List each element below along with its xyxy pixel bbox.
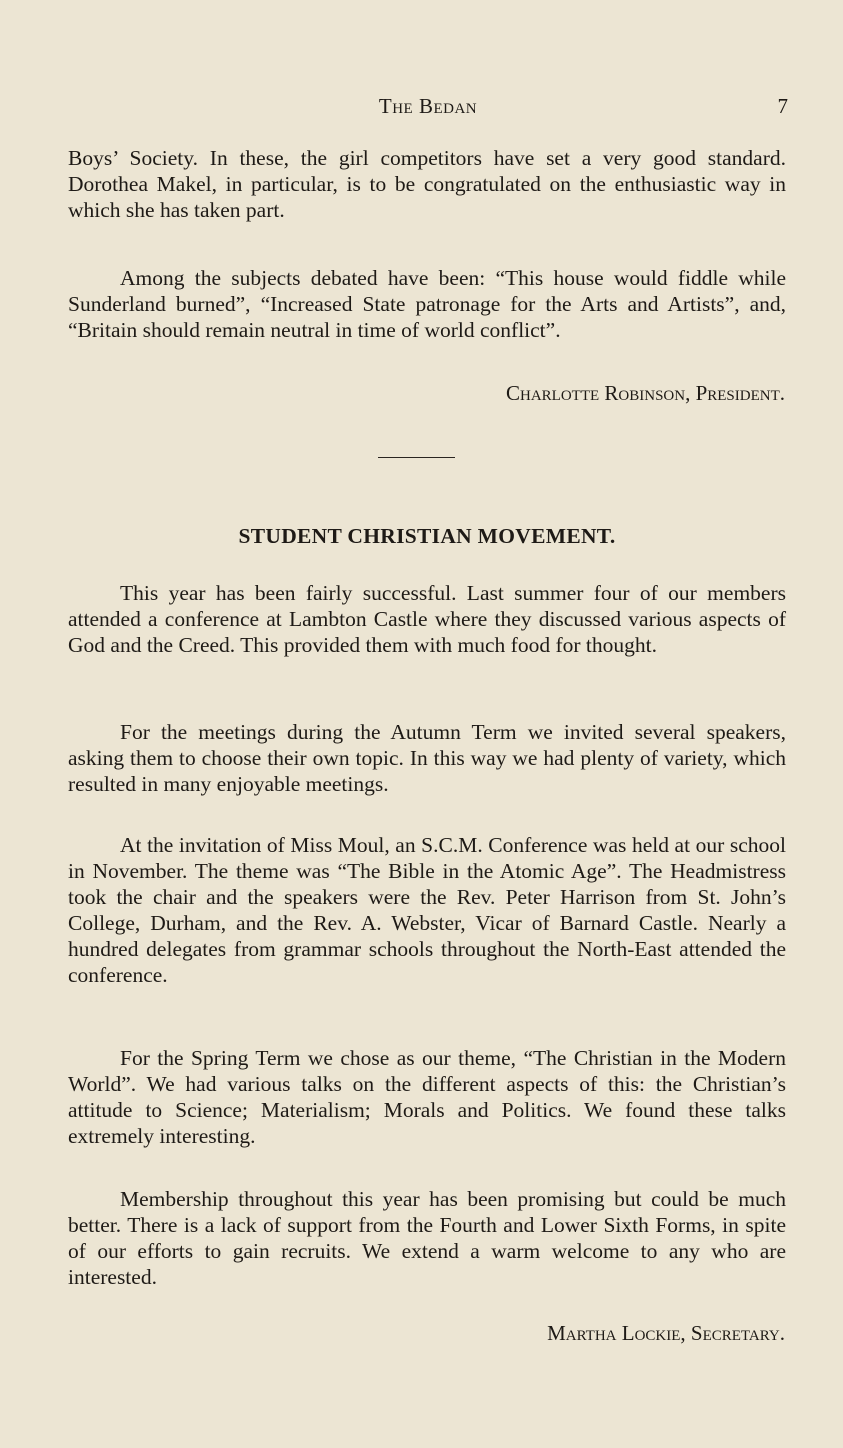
body-paragraph-1: Boys’ Society. In these, the girl competitors have set a very good standard. Dorothea Makel, in particular, is to be congratulated on the enthusiastic way in which she has taken part. <box>68 146 786 222</box>
running-head <box>68 88 788 122</box>
body-paragraph-3: This year has been fairly successful. Last summer four of our members attended a conference at Lambton Castle where they discussed various aspects of God and the Creed. This provided them with much food for thought. <box>68 581 786 657</box>
body-paragraph-4: For the meetings during the Autumn Term we invited several speakers, asking them to choose their own topic. In this way we had plenty of variety, which resulted in many enjoyable meetings. <box>68 720 786 796</box>
body-paragraph-2: Among the subjects debated have been: “This house would fiddle while Sunderland burned”, “Increased State patronage for the Arts and Artists”, and, “Britain should remain neutral in time of world conflict”. <box>68 266 786 342</box>
president-signature: Charlotte Robinson, President. <box>505 381 785 405</box>
section-heading: STUDENT CHRISTIAN MOVEMENT. <box>238 524 616 548</box>
section-divider <box>378 457 455 458</box>
body-paragraph-6: For the Spring Term we chose as our theme, “The Christian in the Modern World”. We had various talks on the different aspects of this: the Christian’s attitude to Science; Materialism; Morals and Politics. We found these talks extremely interesting. <box>68 1046 786 1148</box>
page-number: 7 <box>777 94 788 118</box>
body-paragraph-7: Membership throughout this year has been promising but could be much better. There is a lack of support from the Fourth and Lower Sixth Forms, in spite of our efforts to gain recruits. We extend a warm welcome to any who are interested. <box>68 1187 786 1289</box>
secretary-signature: Martha Lockie, Secretary. <box>547 1321 785 1345</box>
body-paragraph-5: At the invitation of Miss Moul, an S.C.M. Conference was held at our school in November. The theme was “The Bible in the Atomic Age”. The Headmistress took the chair and the speakers were the Rev. Peter Harrison from St. John’s College, Durham, and the Rev. A. Webster, Vicar of Barnard Castle. Nearly a hundred delegates from grammar schools throughout the North-East attended the conference. <box>68 833 786 987</box>
publication-title: The Bedan <box>378 94 478 118</box>
